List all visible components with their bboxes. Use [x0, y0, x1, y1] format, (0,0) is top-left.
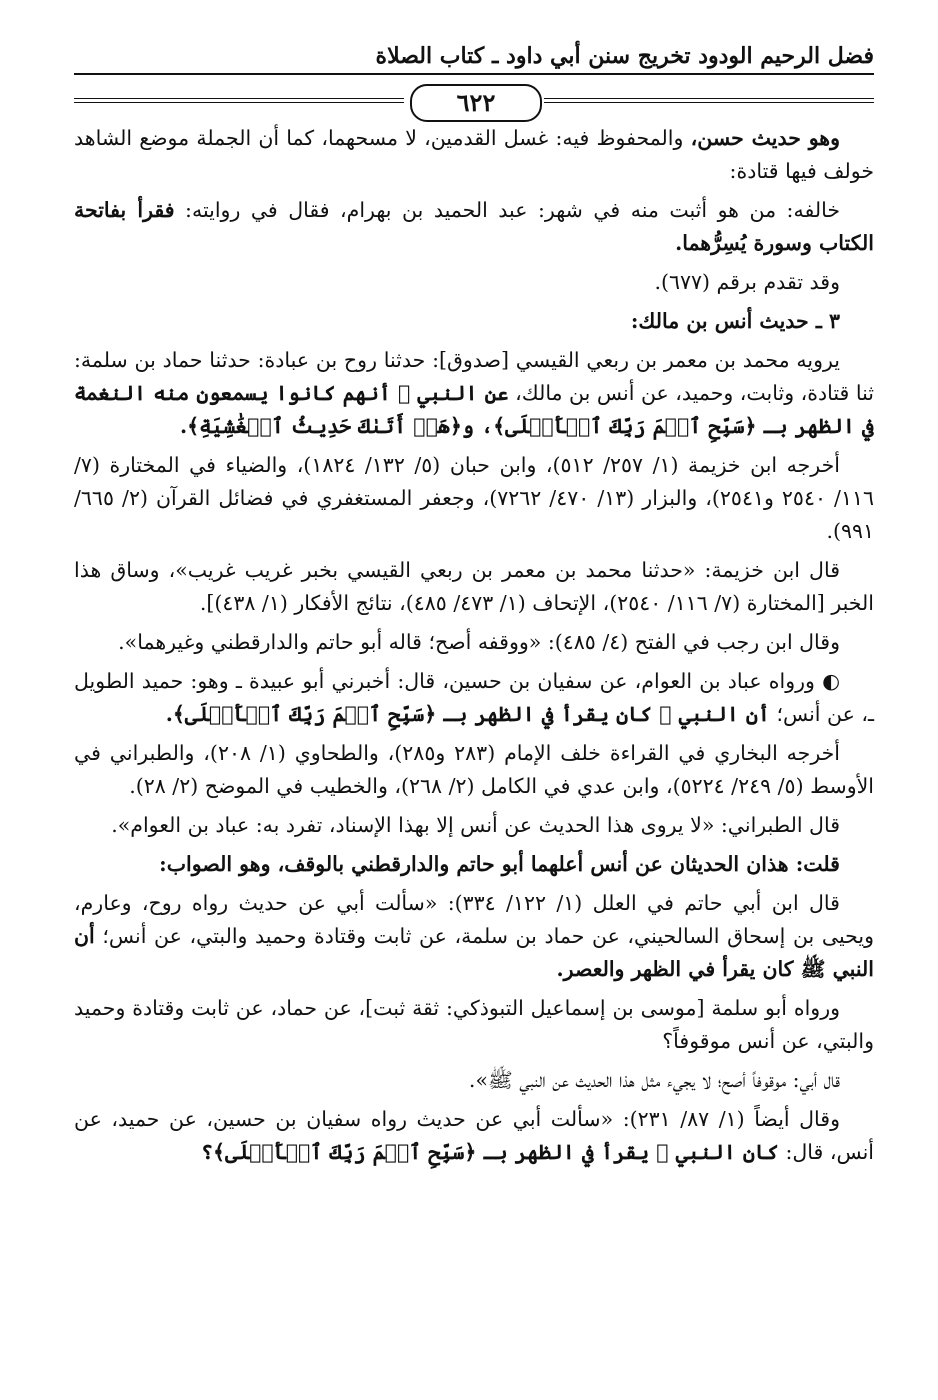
header-rule: [74, 73, 874, 75]
paragraph: [74, 122, 874, 188]
paragraph: [74, 305, 874, 338]
text-segment: والمحفوظ فيه: غسل القدمين، لا مسحهما، كما أن الجملة موضع الشاهد خولف فيها قتادة:: [74, 126, 874, 183]
page-number: ٦٢٢: [410, 84, 542, 122]
paragraph: [74, 737, 874, 803]
bold-text-segment: وهو حديث حسن،: [690, 126, 840, 150]
text-segment: قال ابن أبي حاتم في العلل (١/ ١٢٢/ ٣٣٤): «سألت أبي عن حديث رواه روح، وعارم، ويحيى بن إسحاق السالحيني، عن حماد بن سلمة، عن ثابت وقتادة وحميد والبتي، عن أنس؛: [74, 891, 874, 948]
text-segment: خالفه: من هو أثبت منه في شهر: عبد الحميد بن بهرام، فقال في روايته:: [174, 198, 840, 222]
paragraph: [74, 809, 874, 842]
bold-text-segment: أن النبي ﷺ كان يقرأ في الظهر والعصر.: [74, 924, 874, 981]
bold-text-segment: ٣ ـ حديث أنس بن مالك:: [630, 309, 840, 333]
paragraph: [74, 626, 874, 659]
text-segment: قال ابن خزيمة: «حدثنا محمد بن معمر بن ربعي القيسي بخبر غريب غريب»، وساق هذا الخبر [المختارة (٧/ ١١٦/ ٢٥٤٠)، الإتحاف (١/ ٤٧٣/ ٤٨٥)، نتائج الأفكار (١/ ٤٣٨)].: [74, 558, 874, 615]
paragraph: [74, 554, 874, 620]
bold-text-segment: فقرأ بفاتحة الكتاب وسورة يُسِرُّهما.: [74, 198, 874, 255]
text-segment: أخرجه ابن خزيمة (١/ ٢٥٧/ ٥١٢)، وابن حبان (٥/ ١٣٢/ ١٨٢٤)، والضياء في المختارة (٧/ ١١٦/ ٢٥٤٠ و٢٥٤١)، والبزار (١٣/ ٤٧٠/ ٧٢٦٢)، وجعفر المستغفري في فضائل القرآن (٢/ ٦٦٥/ ٩٩١).: [74, 453, 874, 543]
paragraph: [74, 1103, 874, 1169]
ornament-rule-right: [544, 98, 874, 99]
text-segment: وقال ابن رجب في الفتح (٤/ ٤٨٥): «ووقفه أصح؛ قاله أبو حاتم والدارقطني وغيرهما».: [118, 630, 840, 654]
text-segment: أخرجه البخاري في القراءة خلف الإمام (٢٨٣ و٢٨٥)، والطحاوي (١/ ٢٠٨)، والطبراني في الأوسط (٥/ ٢٤٩/ ٥٢٢٤)، وابن عدي في الكامل (٢/ ٢٦٨)، والخطيب في الموضح (٢/ ٢٨).: [74, 741, 874, 798]
bold-text-segment: أن النبي ﷺ كان يقرأ في الظهر بـ ﴿سَبِّحِ ٱسۡمَ رَبِّكَ ٱلۡأَعۡلَى﴾.: [165, 702, 770, 726]
paragraph: [74, 449, 874, 548]
bold-text-segment: قلت: هذان الحديثان عن أنس أعلهما أبو حاتم والدارقطني بالوقف، وهو الصواب:: [159, 852, 840, 876]
paragraph: [74, 992, 874, 1058]
paragraph: [74, 194, 874, 260]
running-title: فضل الرحيم الودود تخريج سنن أبي داود ـ كتاب الصلاة: [375, 43, 874, 69]
ornament-rule-left: [74, 98, 404, 99]
text-segment: ◐ ورواه عباد بن العوام، عن سفيان بن حسين، قال: أخبرني أبو عبيدة ـ وهو: حميد الطويل ـ، عن أنس؛: [74, 669, 874, 726]
ornament-rule-left-2: [74, 102, 404, 103]
text-segment: قال أبي: موقوفاً أصح؛ لا يجيء مثل هذا الحديث عن النبي ﷺ».: [468, 1068, 840, 1092]
paragraph: [74, 344, 874, 443]
paragraph: [74, 266, 874, 299]
paragraph: [74, 848, 874, 881]
page-body: [74, 122, 874, 1382]
text-segment: وقال أيضاً (١/ ٨٧/ ٢٣١): «سألت أبي عن حديث رواه سفيان بن حسين، عن حميد، عن أنس، قال:: [74, 1107, 874, 1164]
paragraph: [74, 665, 874, 731]
text-segment: قال الطبراني: «لا يروى هذا الحديث عن أنس إلا بهذا الإسناد، تفرد به: عباد بن العوام».: [111, 813, 840, 837]
bold-text-segment: كان النبي ﷺ يقرأ في الظهر بـ ﴿سَبِّحِ ٱسۡمَ رَبِّكَ ٱلۡأَعۡلَى﴾؟: [201, 1140, 779, 1164]
bold-text-segment: عن النبي ﷺ أنهم كانوا يسمعون منه النغمة في الظهر بـ ﴿سَبِّحِ ٱسۡمَ رَبِّكَ ٱلۡأَعۡلَى﴾، و﴿هَلۡ أَتَىٰكَ حَدِيثُ ٱلۡغَٰشِيَةِ﴾.: [74, 381, 874, 438]
ornament-rule-right-2: [544, 102, 874, 103]
text-segment: ورواه أبو سلمة [موسى بن إسماعيل التبوذكي: ثقة ثبت]، عن حماد، عن ثابت وقتادة وحميد والبتي، عن أنس موقوفاً؟: [74, 996, 874, 1053]
page-header: [74, 40, 874, 117]
paragraph: [74, 887, 874, 986]
paragraph: [74, 1064, 874, 1097]
text-segment: يرويه محمد بن معمر بن ربعي القيسي [صدوق]: حدثنا روح بن عبادة: حدثنا حماد بن سلمة: ثنا قتادة، وثابت، وحميد، عن أنس بن مالك،: [74, 348, 875, 405]
text-segment: وقد تقدم برقم (٦٧٧).: [654, 270, 840, 294]
